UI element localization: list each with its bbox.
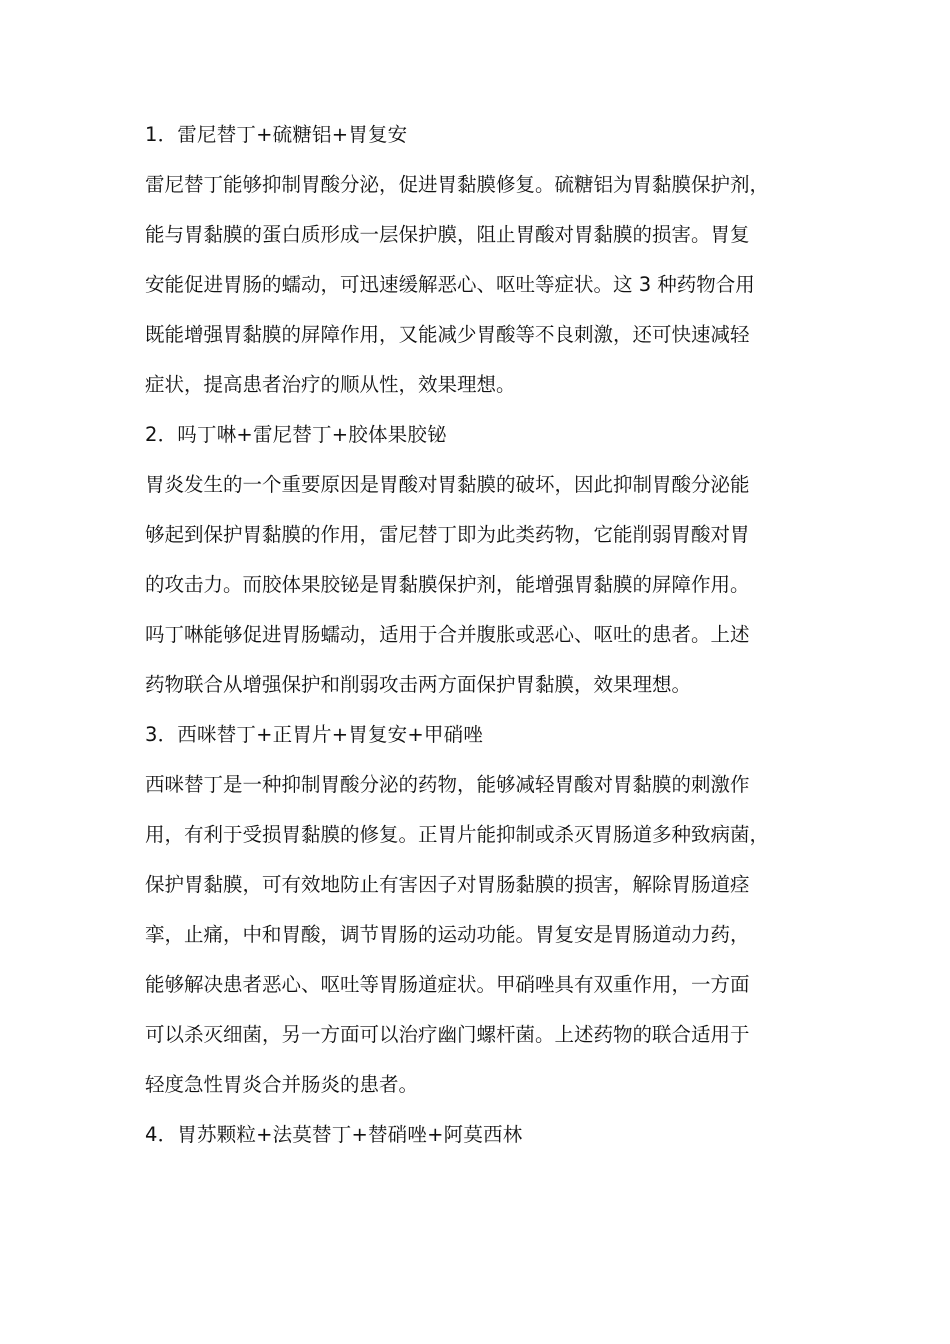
paragraph-line: 用，有利于受损胃黏膜的修复。正胃片能抑制或杀灭胃肠道多种致病菌， (145, 823, 770, 846)
section-2 (145, 410, 810, 710)
paragraph-line: 能够解决患者恶心、呕吐等胃肠道症状。甲硝唑具有双重作用，一方面 (145, 973, 750, 996)
paragraph-line: 雷尼替丁能够抑制胃酸分泌，促进胃黏膜修复。硫糖铝为胃黏膜保护剂， (145, 173, 770, 196)
paragraph-line: 既能增强胃黏膜的屏障作用，又能减少胃酸等不良刺激，还可快速减轻 (145, 323, 750, 346)
section-1 (145, 110, 810, 410)
paragraph-line: 吗丁啉能够促进胃肠蠕动，适用于合并腹胀或恶心、呕吐的患者。上述 (145, 623, 750, 646)
paragraph-line: 安能促进胃肠的蠕动，可迅速缓解恶心、呕吐等症状。这 3 种药物合用 (145, 273, 755, 296)
section-3 (145, 710, 810, 1110)
paragraph-line: 西咪替丁是一种抑制胃酸分泌的药物，能够减轻胃酸对胃黏膜的刺激作 (145, 773, 750, 796)
paragraph-line: 挛，止痛，中和胃酸，调节胃肠的运动功能。胃复安是胃肠道动力药， (145, 923, 750, 946)
paragraph-line: 胃炎发生的一个重要原因是胃酸对胃黏膜的破坏，因此抑制胃酸分泌能 (145, 473, 750, 496)
section-4 (145, 1110, 810, 1160)
paragraph-line: 轻度急性胃炎合并肠炎的患者。 (145, 1073, 419, 1096)
paragraph-line: 药物联合从增强保护和削弱攻击两方面保护胃黏膜，效果理想。 (145, 673, 692, 696)
paragraph-line: 的攻击力。而胶体果胶铋是胃黏膜保护剂，能增强胃黏膜的屏障作用。 (145, 573, 750, 596)
paragraph-line: 可以杀灭细菌，另一方面可以治疗幽门螺杆菌。上述药物的联合适用于 (145, 1023, 750, 1046)
section-heading: 1．雷尼替丁+硫糖铝+胃复安 (145, 123, 408, 146)
section-heading: 4．胃苏颗粒+法莫替丁+替硝唑+阿莫西林 (145, 1123, 523, 1146)
paragraph-line: 够起到保护胃黏膜的作用，雷尼替丁即为此类药物，它能削弱胃酸对胃 (145, 523, 750, 546)
paragraph-line: 能与胃黏膜的蛋白质形成一层保护膜，阻止胃酸对胃黏膜的损害。胃复 (145, 223, 750, 246)
section-heading: 2．吗丁啉+雷尼替丁+胶体果胶铋 (145, 423, 447, 446)
document-body (145, 110, 810, 1160)
paragraph-line: 保护胃黏膜，可有效地防止有害因子对胃肠黏膜的损害，解除胃肠道痉 (145, 873, 750, 896)
paragraph-line: 症状，提高患者治疗的顺从性，效果理想。 (145, 373, 516, 396)
section-heading: 3．西咪替丁+正胃片+胃复安+甲硝唑 (145, 723, 484, 746)
